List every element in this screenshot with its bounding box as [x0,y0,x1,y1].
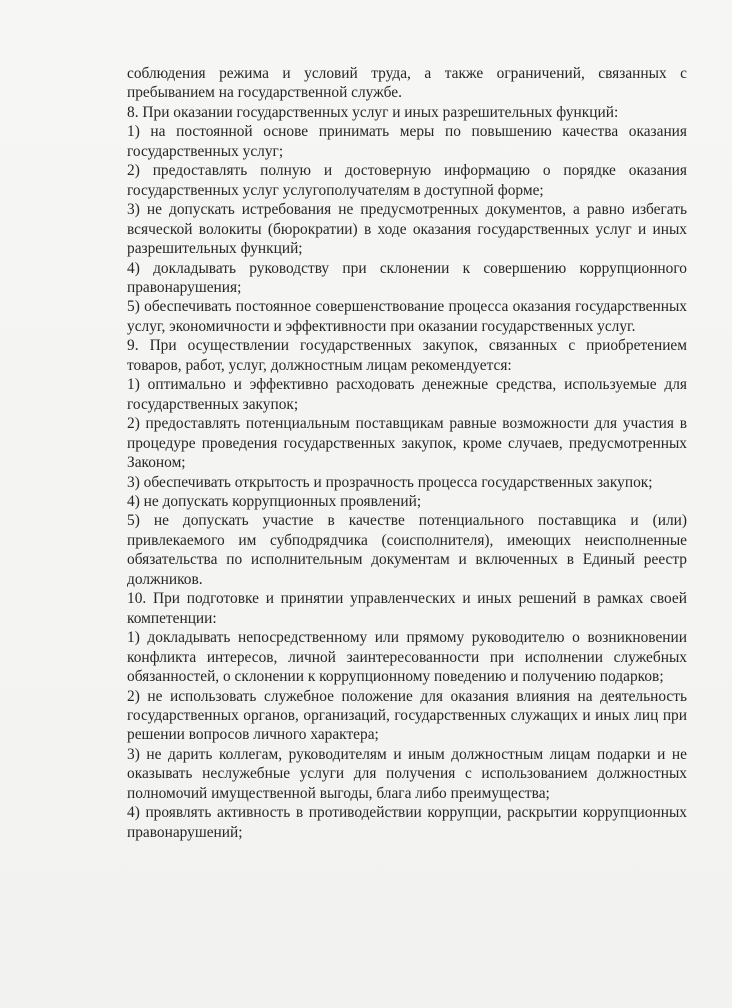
section-8-item-2: 2) предоставлять полную и достоверную информацию о порядке оказания государственных услуг услугополучателям в доступной форме; [127,162,687,199]
section-10-heading: 10. При подготовке и принятии управленческих и иных решений в рамках своей компетенции: [127,590,687,627]
section-9-item-1: 1) оптимально и эффективно расходовать денежные средства, используемые для государственных закупок; [127,376,687,413]
section-8-item-5: 5) обеспечивать постоянное совершенствование процесса оказания государственных услуг, экономичности и эффективности при оказании государственных услуг. [127,298,687,335]
section-9-item-4: 4) не допускать коррупционных проявлений; [127,492,422,510]
section-10-item-4: 4) проявлять активность в противодействии коррупции, раскрытии коррупционных правонарушений; [127,804,687,841]
section-9-item-2: 2) предоставлять потенциальным поставщикам равные возможности для участия в процедуре проведения государственных закупок, кроме случаев, предусмотренных Законом; [127,415,687,472]
section-8-item-1: 1) на постоянной основе принимать меры по повышению качества оказания государственных услуг; [127,123,687,160]
section-10-item-2: 2) не использовать служебное положение для оказания влияния на деятельность государственных органов, организаций, государственных служащих и иных лиц при решении вопросов личного характера; [127,687,687,744]
section-8-item-4: 4) докладывать руководству при склонении к совершению коррупционного правонарушения; [127,259,687,296]
section-9-item-5: 5) не допускать участие в качестве потенциального поставщика и (или) привлекаемого им субподрядчика (соисполнителя), имеющих неисполненные обязательства по исполнительным документам и включенных в Единый реестр должников. [127,512,687,588]
section-10-item-1: 1) докладывать непосредственному или прямому руководителю о возникновении конфликта интересов, личной заинтересованности при исполнении служебных обязанностей, о склонении к коррупционному поведению и получению подарков; [127,629,687,686]
section-9-item-3: 3) обеспечивать открытость и прозрачность процесса государственных закупок; [127,473,653,491]
section-8-heading: 8. При оказании государственных услуг и иных разрешительных функций: [127,103,619,121]
document-body [127,64,687,842]
section-9-heading: 9. При осуществлении государственных закупок, связанных с приобретением товаров, работ, услуг, должностным лицам рекомендуется: [127,337,687,374]
section-8-item-3: 3) не допускать истребования не предусмотренных документов, а равно избегать всяческой волокиты (бюрократии) в ходе оказания государственных услуг и иных разрешительных функций; [127,201,687,258]
paragraph-continuation: соблюдения режима и условий труда, а также ограничений, связанных с пребыванием на государственной службе. [127,65,687,102]
section-10-item-3: 3) не дарить коллегам, руководителям и иным должностным лицам подарки и не оказывать неслужебные услуги для получения с использованием должностных полномочий имущественной выгоды, блага либо преимущества; [127,745,687,802]
